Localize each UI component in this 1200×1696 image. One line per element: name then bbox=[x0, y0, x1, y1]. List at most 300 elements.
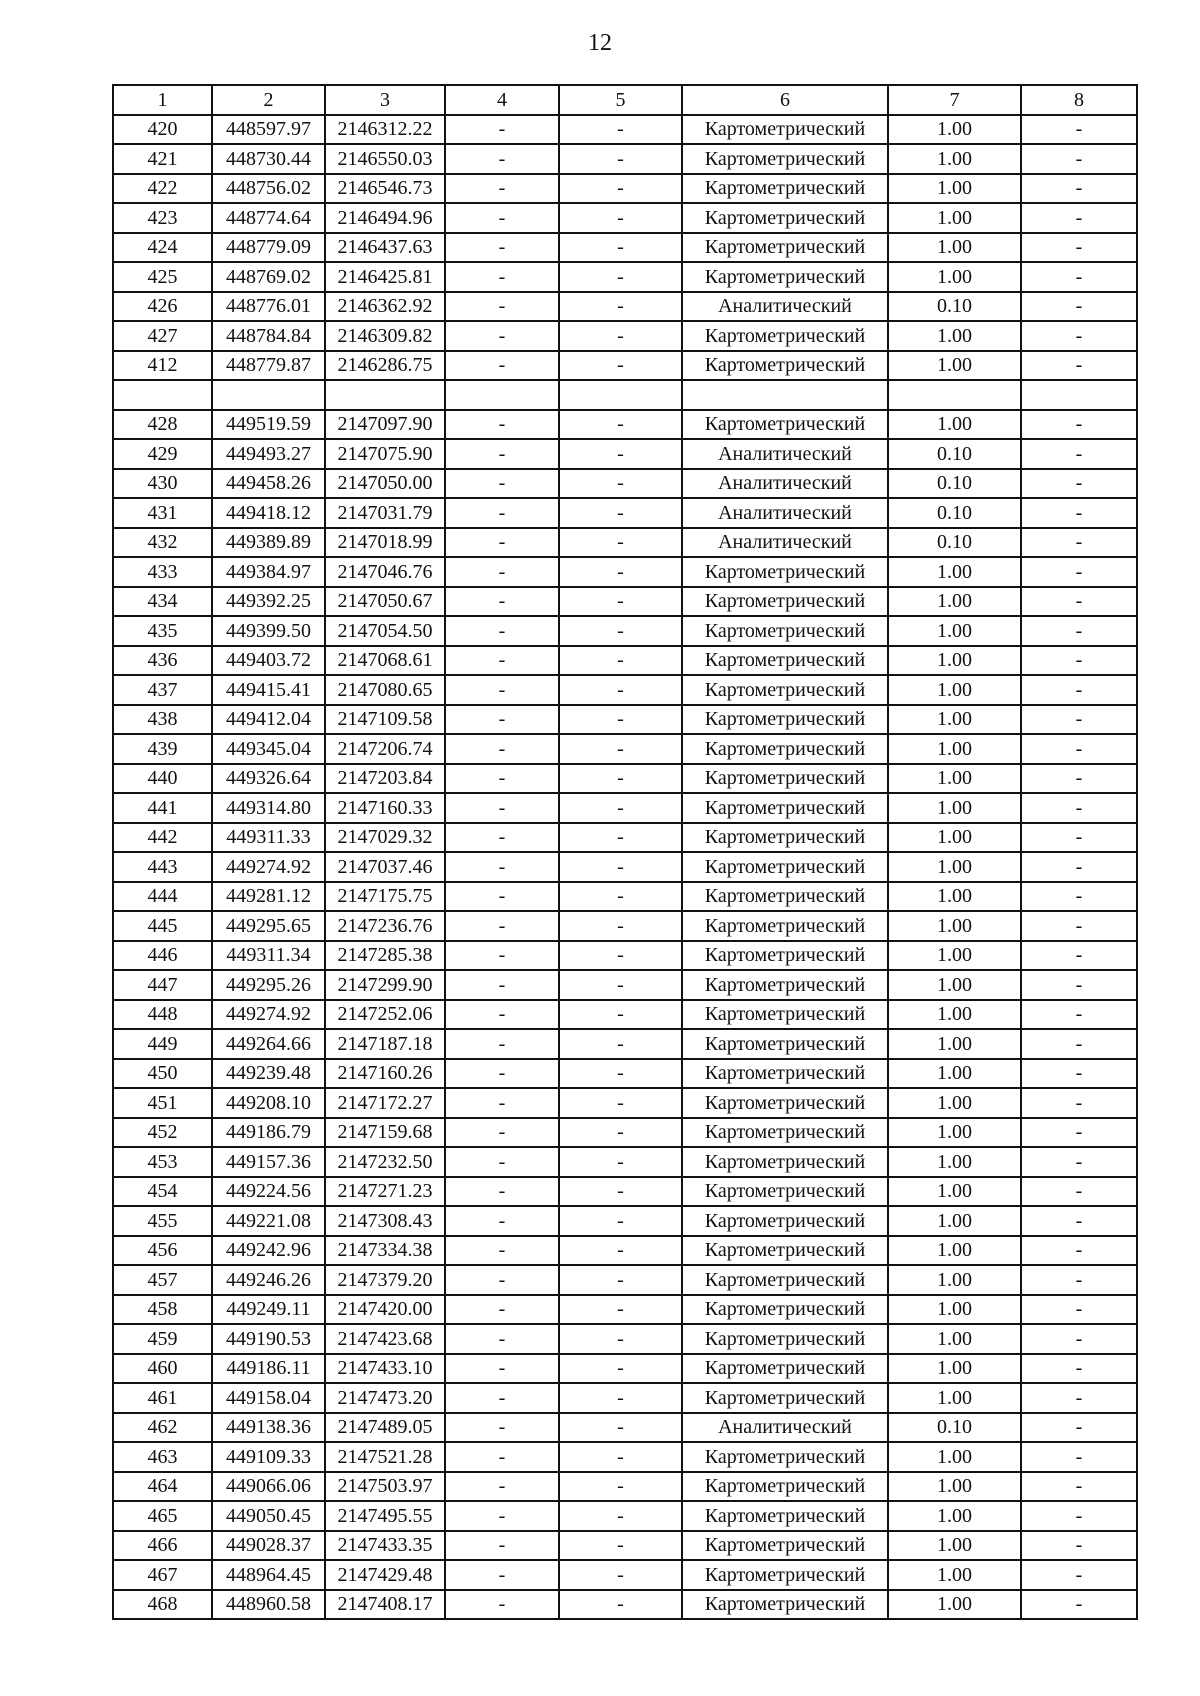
table-cell: 1.00 bbox=[888, 1354, 1021, 1384]
table-cell: - bbox=[559, 705, 682, 735]
table-cell: - bbox=[559, 852, 682, 882]
table-row bbox=[113, 705, 1137, 735]
table-cell: 449264.66 bbox=[212, 1029, 325, 1059]
table-cell: 2147068.61 bbox=[325, 646, 445, 676]
table-cell: - bbox=[559, 646, 682, 676]
table-cell: - bbox=[445, 262, 559, 292]
table-cell: - bbox=[445, 115, 559, 145]
table-cell: - bbox=[559, 439, 682, 469]
table-cell: 1.00 bbox=[888, 174, 1021, 204]
table-cell: 466 bbox=[113, 1531, 212, 1561]
table-cell: - bbox=[559, 1000, 682, 1030]
table-cell: 2147097.90 bbox=[325, 410, 445, 440]
table-cell: Картометрический bbox=[682, 1000, 888, 1030]
table-cell: 2147232.50 bbox=[325, 1147, 445, 1177]
table-cell: 458 bbox=[113, 1295, 212, 1325]
table-cell: - bbox=[1021, 970, 1137, 1000]
table-cell: - bbox=[559, 1531, 682, 1561]
table-cell: - bbox=[559, 675, 682, 705]
table-cell: - bbox=[559, 557, 682, 587]
table-cell: - bbox=[1021, 144, 1137, 174]
table-row bbox=[113, 1265, 1137, 1295]
table-cell: - bbox=[1021, 469, 1137, 499]
table-cell: - bbox=[559, 616, 682, 646]
column-header: 6 bbox=[682, 85, 888, 115]
table-row bbox=[113, 203, 1137, 233]
table-cell: 449 bbox=[113, 1029, 212, 1059]
table-cell: - bbox=[1021, 941, 1137, 971]
table-cell: - bbox=[559, 1118, 682, 1148]
table-cell: 1.00 bbox=[888, 203, 1021, 233]
table-cell: 449239.48 bbox=[212, 1059, 325, 1089]
table-cell: Картометрический bbox=[682, 705, 888, 735]
table-cell: Картометрический bbox=[682, 262, 888, 292]
table-cell: - bbox=[559, 1147, 682, 1177]
table-cell: 444 bbox=[113, 882, 212, 912]
table-cell: - bbox=[1021, 351, 1137, 381]
table-cell: 448784.84 bbox=[212, 321, 325, 351]
table-cell: 427 bbox=[113, 321, 212, 351]
table-cell: 2147172.27 bbox=[325, 1088, 445, 1118]
table-cell: - bbox=[445, 410, 559, 440]
table-cell: - bbox=[445, 1472, 559, 1502]
table-cell: - bbox=[559, 1560, 682, 1590]
table-cell: 2147018.99 bbox=[325, 528, 445, 558]
table-cell: Аналитический bbox=[682, 439, 888, 469]
table-cell: - bbox=[445, 1295, 559, 1325]
table-row bbox=[113, 292, 1137, 322]
table-cell: Картометрический bbox=[682, 587, 888, 617]
table-cell: - bbox=[445, 970, 559, 1000]
table-cell: - bbox=[1021, 1236, 1137, 1266]
table-cell: 1.00 bbox=[888, 1501, 1021, 1531]
column-header: 5 bbox=[559, 85, 682, 115]
table-cell: - bbox=[1021, 262, 1137, 292]
table-cell: 449389.89 bbox=[212, 528, 325, 558]
table-cell: - bbox=[1021, 646, 1137, 676]
table-cell: - bbox=[1021, 439, 1137, 469]
table-row bbox=[113, 882, 1137, 912]
table-row bbox=[113, 321, 1137, 351]
table-cell: - bbox=[445, 1118, 559, 1148]
table-cell: - bbox=[1021, 498, 1137, 528]
table-row bbox=[113, 646, 1137, 676]
table-cell: 2147521.28 bbox=[325, 1442, 445, 1472]
table-cell: 449392.25 bbox=[212, 587, 325, 617]
table-cell: - bbox=[559, 1029, 682, 1059]
table-cell: 449138.36 bbox=[212, 1413, 325, 1443]
table-cell: Картометрический bbox=[682, 1265, 888, 1295]
table-cell: 1.00 bbox=[888, 1147, 1021, 1177]
table-cell: - bbox=[559, 233, 682, 263]
table-cell: Аналитический bbox=[682, 292, 888, 322]
table-row bbox=[113, 1501, 1137, 1531]
table-cell: 449493.27 bbox=[212, 439, 325, 469]
table-cell: 449274.92 bbox=[212, 852, 325, 882]
table-cell: 2146437.63 bbox=[325, 233, 445, 263]
table-cell bbox=[325, 380, 445, 410]
table-cell: 463 bbox=[113, 1442, 212, 1472]
table-cell: - bbox=[445, 941, 559, 971]
table-cell: 1.00 bbox=[888, 970, 1021, 1000]
table-cell: 448779.09 bbox=[212, 233, 325, 263]
table-cell: 2147029.32 bbox=[325, 823, 445, 853]
table-cell: - bbox=[445, 793, 559, 823]
table-cell: 2147299.90 bbox=[325, 970, 445, 1000]
table-cell: 424 bbox=[113, 233, 212, 263]
table-cell: 0.10 bbox=[888, 292, 1021, 322]
table-row bbox=[113, 1442, 1137, 1472]
table-cell: 430 bbox=[113, 469, 212, 499]
table-row bbox=[113, 734, 1137, 764]
table-cell: 449326.64 bbox=[212, 764, 325, 794]
table-cell: 1.00 bbox=[888, 1560, 1021, 1590]
table-cell: Картометрический bbox=[682, 616, 888, 646]
table-cell: 436 bbox=[113, 646, 212, 676]
table-cell: Аналитический bbox=[682, 469, 888, 499]
table-cell: 449242.96 bbox=[212, 1236, 325, 1266]
table-cell: 449345.04 bbox=[212, 734, 325, 764]
table-cell: - bbox=[1021, 764, 1137, 794]
table-cell: 449295.65 bbox=[212, 911, 325, 941]
table-cell: - bbox=[1021, 1295, 1137, 1325]
table-cell: - bbox=[445, 911, 559, 941]
table-cell: - bbox=[559, 262, 682, 292]
table-row bbox=[113, 380, 1137, 410]
table-cell: - bbox=[445, 1413, 559, 1443]
table-cell: 0.10 bbox=[888, 528, 1021, 558]
table-cell: - bbox=[445, 1206, 559, 1236]
table-cell: - bbox=[1021, 1147, 1137, 1177]
table-cell: 2147285.38 bbox=[325, 941, 445, 971]
table-cell: 2147203.84 bbox=[325, 764, 445, 794]
table-cell: Картометрический bbox=[682, 1088, 888, 1118]
table-cell: 449066.06 bbox=[212, 1472, 325, 1502]
table-cell: 449418.12 bbox=[212, 498, 325, 528]
table-cell: - bbox=[445, 587, 559, 617]
table-cell: 1.00 bbox=[888, 646, 1021, 676]
table-cell: 449458.26 bbox=[212, 469, 325, 499]
table-cell: Картометрический bbox=[682, 233, 888, 263]
table-cell: 1.00 bbox=[888, 1088, 1021, 1118]
table-cell: 2146550.03 bbox=[325, 144, 445, 174]
table-cell: Картометрический bbox=[682, 1118, 888, 1148]
table-cell: - bbox=[1021, 292, 1137, 322]
table-cell: 1.00 bbox=[888, 1206, 1021, 1236]
table-cell: - bbox=[445, 351, 559, 381]
table-cell: - bbox=[445, 1590, 559, 1620]
column-header: 7 bbox=[888, 85, 1021, 115]
table-cell: - bbox=[559, 1442, 682, 1472]
table-cell: - bbox=[445, 1029, 559, 1059]
table-cell: - bbox=[559, 1295, 682, 1325]
table-cell: 2147433.35 bbox=[325, 1531, 445, 1561]
table-cell: 449109.33 bbox=[212, 1442, 325, 1472]
table-cell: - bbox=[445, 469, 559, 499]
table-cell: - bbox=[559, 793, 682, 823]
table-cell: 449190.53 bbox=[212, 1324, 325, 1354]
table-cell: 449186.11 bbox=[212, 1354, 325, 1384]
table-cell bbox=[888, 380, 1021, 410]
table-cell: 429 bbox=[113, 439, 212, 469]
table-cell: 2147050.67 bbox=[325, 587, 445, 617]
table-cell bbox=[682, 380, 888, 410]
table-cell: - bbox=[559, 1206, 682, 1236]
table-cell: 1.00 bbox=[888, 351, 1021, 381]
table-cell: Картометрический bbox=[682, 410, 888, 440]
table-cell: 1.00 bbox=[888, 233, 1021, 263]
table-cell: - bbox=[445, 1560, 559, 1590]
table-cell: 449028.37 bbox=[212, 1531, 325, 1561]
table-cell bbox=[113, 380, 212, 410]
table-cell: 1.00 bbox=[888, 1472, 1021, 1502]
table-cell: - bbox=[1021, 852, 1137, 882]
table-cell: - bbox=[1021, 705, 1137, 735]
table-row bbox=[113, 439, 1137, 469]
table-cell: - bbox=[1021, 1265, 1137, 1295]
table-cell: - bbox=[559, 292, 682, 322]
table-cell: Картометрический bbox=[682, 793, 888, 823]
table-cell: 2147075.90 bbox=[325, 439, 445, 469]
table-cell: - bbox=[559, 528, 682, 558]
table-cell: 2147420.00 bbox=[325, 1295, 445, 1325]
table-cell: - bbox=[445, 498, 559, 528]
table-cell: 2147433.10 bbox=[325, 1354, 445, 1384]
table-cell: 449314.80 bbox=[212, 793, 325, 823]
column-header: 2 bbox=[212, 85, 325, 115]
table-cell: 2147308.43 bbox=[325, 1206, 445, 1236]
table-cell: Картометрический bbox=[682, 1590, 888, 1620]
table-cell: - bbox=[1021, 174, 1137, 204]
table-cell: 2147503.97 bbox=[325, 1472, 445, 1502]
table-cell: 2147187.18 bbox=[325, 1029, 445, 1059]
table-cell: - bbox=[1021, 823, 1137, 853]
table-cell: - bbox=[1021, 1177, 1137, 1207]
table-row bbox=[113, 970, 1137, 1000]
table-cell: 2147160.26 bbox=[325, 1059, 445, 1089]
table-cell: 431 bbox=[113, 498, 212, 528]
table-row bbox=[113, 587, 1137, 617]
table-cell: - bbox=[559, 498, 682, 528]
table-cell: 464 bbox=[113, 1472, 212, 1502]
table-cell: 2146286.75 bbox=[325, 351, 445, 381]
table-cell: - bbox=[445, 174, 559, 204]
table-row bbox=[113, 1177, 1137, 1207]
table-row bbox=[113, 1236, 1137, 1266]
table-row bbox=[113, 793, 1137, 823]
table-cell: - bbox=[1021, 1383, 1137, 1413]
table-cell: - bbox=[445, 1236, 559, 1266]
header-row bbox=[113, 85, 1137, 115]
table-cell: - bbox=[1021, 321, 1137, 351]
table-cell: - bbox=[445, 1088, 559, 1118]
table-row bbox=[113, 1118, 1137, 1148]
table-row bbox=[113, 1324, 1137, 1354]
table-cell: 448730.44 bbox=[212, 144, 325, 174]
table-cell: Картометрический bbox=[682, 1177, 888, 1207]
table-cell: 461 bbox=[113, 1383, 212, 1413]
table-cell: - bbox=[1021, 793, 1137, 823]
table-cell: 449246.26 bbox=[212, 1265, 325, 1295]
table-cell: 2147408.17 bbox=[325, 1590, 445, 1620]
table-cell: - bbox=[445, 882, 559, 912]
table-cell: 2147031.79 bbox=[325, 498, 445, 528]
table-cell: - bbox=[1021, 1000, 1137, 1030]
table-cell: Картометрический bbox=[682, 646, 888, 676]
table-cell: Картометрический bbox=[682, 823, 888, 853]
table-cell: Аналитический bbox=[682, 498, 888, 528]
table-cell: 432 bbox=[113, 528, 212, 558]
table-cell: 1.00 bbox=[888, 1265, 1021, 1295]
table-row bbox=[113, 1531, 1137, 1561]
table-row bbox=[113, 1560, 1137, 1590]
table-cell: 440 bbox=[113, 764, 212, 794]
table-cell: 433 bbox=[113, 557, 212, 587]
table-cell: - bbox=[445, 528, 559, 558]
table-row bbox=[113, 675, 1137, 705]
table-cell: - bbox=[1021, 587, 1137, 617]
table-cell: - bbox=[559, 469, 682, 499]
table-cell: 420 bbox=[113, 115, 212, 145]
table-cell: 449311.34 bbox=[212, 941, 325, 971]
table-cell: 460 bbox=[113, 1354, 212, 1384]
table-cell: 1.00 bbox=[888, 144, 1021, 174]
table-row bbox=[113, 557, 1137, 587]
table-cell: - bbox=[1021, 1206, 1137, 1236]
table-cell: 2147175.75 bbox=[325, 882, 445, 912]
table-cell: Картометрический bbox=[682, 941, 888, 971]
table-row bbox=[113, 616, 1137, 646]
table-cell: Картометрический bbox=[682, 1501, 888, 1531]
table-cell: - bbox=[445, 203, 559, 233]
table-cell: 1.00 bbox=[888, 823, 1021, 853]
table-cell: Картометрический bbox=[682, 115, 888, 145]
table-cell: - bbox=[1021, 203, 1137, 233]
table-cell: 445 bbox=[113, 911, 212, 941]
table-cell: 449221.08 bbox=[212, 1206, 325, 1236]
table-cell: Картометрический bbox=[682, 557, 888, 587]
table-cell bbox=[1021, 380, 1137, 410]
table-cell: Картометрический bbox=[682, 203, 888, 233]
table-cell: - bbox=[559, 174, 682, 204]
table-cell: 1.00 bbox=[888, 941, 1021, 971]
table-cell: 1.00 bbox=[888, 793, 1021, 823]
table-cell: - bbox=[445, 1000, 559, 1030]
table-cell: 1.00 bbox=[888, 705, 1021, 735]
table-cell: 2146309.82 bbox=[325, 321, 445, 351]
table-cell: 455 bbox=[113, 1206, 212, 1236]
table-row bbox=[113, 823, 1137, 853]
table-cell: 1.00 bbox=[888, 1324, 1021, 1354]
table-cell: 2147050.00 bbox=[325, 469, 445, 499]
table-cell: Картометрический bbox=[682, 144, 888, 174]
table-cell: 1.00 bbox=[888, 675, 1021, 705]
table-cell: - bbox=[445, 144, 559, 174]
table-cell: 1.00 bbox=[888, 557, 1021, 587]
table-cell: - bbox=[445, 675, 559, 705]
table-row bbox=[113, 764, 1137, 794]
table-cell: 449274.92 bbox=[212, 1000, 325, 1030]
table-cell: - bbox=[559, 1501, 682, 1531]
table-cell: Аналитический bbox=[682, 1413, 888, 1443]
table-cell: 2146362.92 bbox=[325, 292, 445, 322]
table-cell: 449050.45 bbox=[212, 1501, 325, 1531]
table-cell: 1.00 bbox=[888, 587, 1021, 617]
table-cell: Картометрический bbox=[682, 1354, 888, 1384]
table-cell: - bbox=[1021, 1413, 1137, 1443]
table-cell: - bbox=[445, 734, 559, 764]
table-cell: 2147206.74 bbox=[325, 734, 445, 764]
table-row bbox=[113, 1295, 1137, 1325]
table-cell: - bbox=[1021, 734, 1137, 764]
table-cell: - bbox=[445, 292, 559, 322]
table-cell: - bbox=[1021, 1531, 1137, 1561]
table-cell: - bbox=[445, 1442, 559, 1472]
table-cell: 449412.04 bbox=[212, 705, 325, 735]
table-cell: - bbox=[445, 557, 559, 587]
table-cell: 441 bbox=[113, 793, 212, 823]
table-cell: 449311.33 bbox=[212, 823, 325, 853]
page-number: 12 bbox=[588, 30, 612, 56]
table-cell: Картометрический bbox=[682, 1383, 888, 1413]
table-cell: - bbox=[1021, 911, 1137, 941]
table-cell: Картометрический bbox=[682, 1236, 888, 1266]
table-cell: Аналитический bbox=[682, 528, 888, 558]
table-cell: 1.00 bbox=[888, 734, 1021, 764]
table-row bbox=[113, 498, 1137, 528]
column-header: 8 bbox=[1021, 85, 1137, 115]
table-cell: 1.00 bbox=[888, 882, 1021, 912]
table-row bbox=[113, 469, 1137, 499]
table-row bbox=[113, 941, 1137, 971]
table-cell: Картометрический bbox=[682, 1472, 888, 1502]
table-cell: - bbox=[559, 1088, 682, 1118]
table-row bbox=[113, 1413, 1137, 1443]
table-cell: - bbox=[445, 1383, 559, 1413]
table-cell: 467 bbox=[113, 1560, 212, 1590]
column-header: 4 bbox=[445, 85, 559, 115]
table-cell: 449186.79 bbox=[212, 1118, 325, 1148]
table-cell: - bbox=[1021, 1442, 1137, 1472]
table-cell: 426 bbox=[113, 292, 212, 322]
table-cell: 425 bbox=[113, 262, 212, 292]
table-cell: 434 bbox=[113, 587, 212, 617]
table-cell: Картометрический bbox=[682, 911, 888, 941]
table-cell: 1.00 bbox=[888, 1383, 1021, 1413]
table-row bbox=[113, 1029, 1137, 1059]
table-cell: Картометрический bbox=[682, 1560, 888, 1590]
table-cell: - bbox=[559, 1236, 682, 1266]
table-row bbox=[113, 1354, 1137, 1384]
table-cell: 1.00 bbox=[888, 1531, 1021, 1561]
table-cell: - bbox=[1021, 1501, 1137, 1531]
table-cell: 448774.64 bbox=[212, 203, 325, 233]
table-row bbox=[113, 852, 1137, 882]
table-cell: 449208.10 bbox=[212, 1088, 325, 1118]
table-cell: Картометрический bbox=[682, 174, 888, 204]
table-cell: - bbox=[1021, 1472, 1137, 1502]
table-cell: 2147236.76 bbox=[325, 911, 445, 941]
table-cell: - bbox=[1021, 1560, 1137, 1590]
table-cell: 449157.36 bbox=[212, 1147, 325, 1177]
table-cell: 449384.97 bbox=[212, 557, 325, 587]
table-cell: - bbox=[559, 1590, 682, 1620]
table-cell: - bbox=[445, 823, 559, 853]
table-cell: - bbox=[445, 1147, 559, 1177]
table-cell: - bbox=[559, 970, 682, 1000]
table-cell: - bbox=[1021, 675, 1137, 705]
table-cell: 465 bbox=[113, 1501, 212, 1531]
